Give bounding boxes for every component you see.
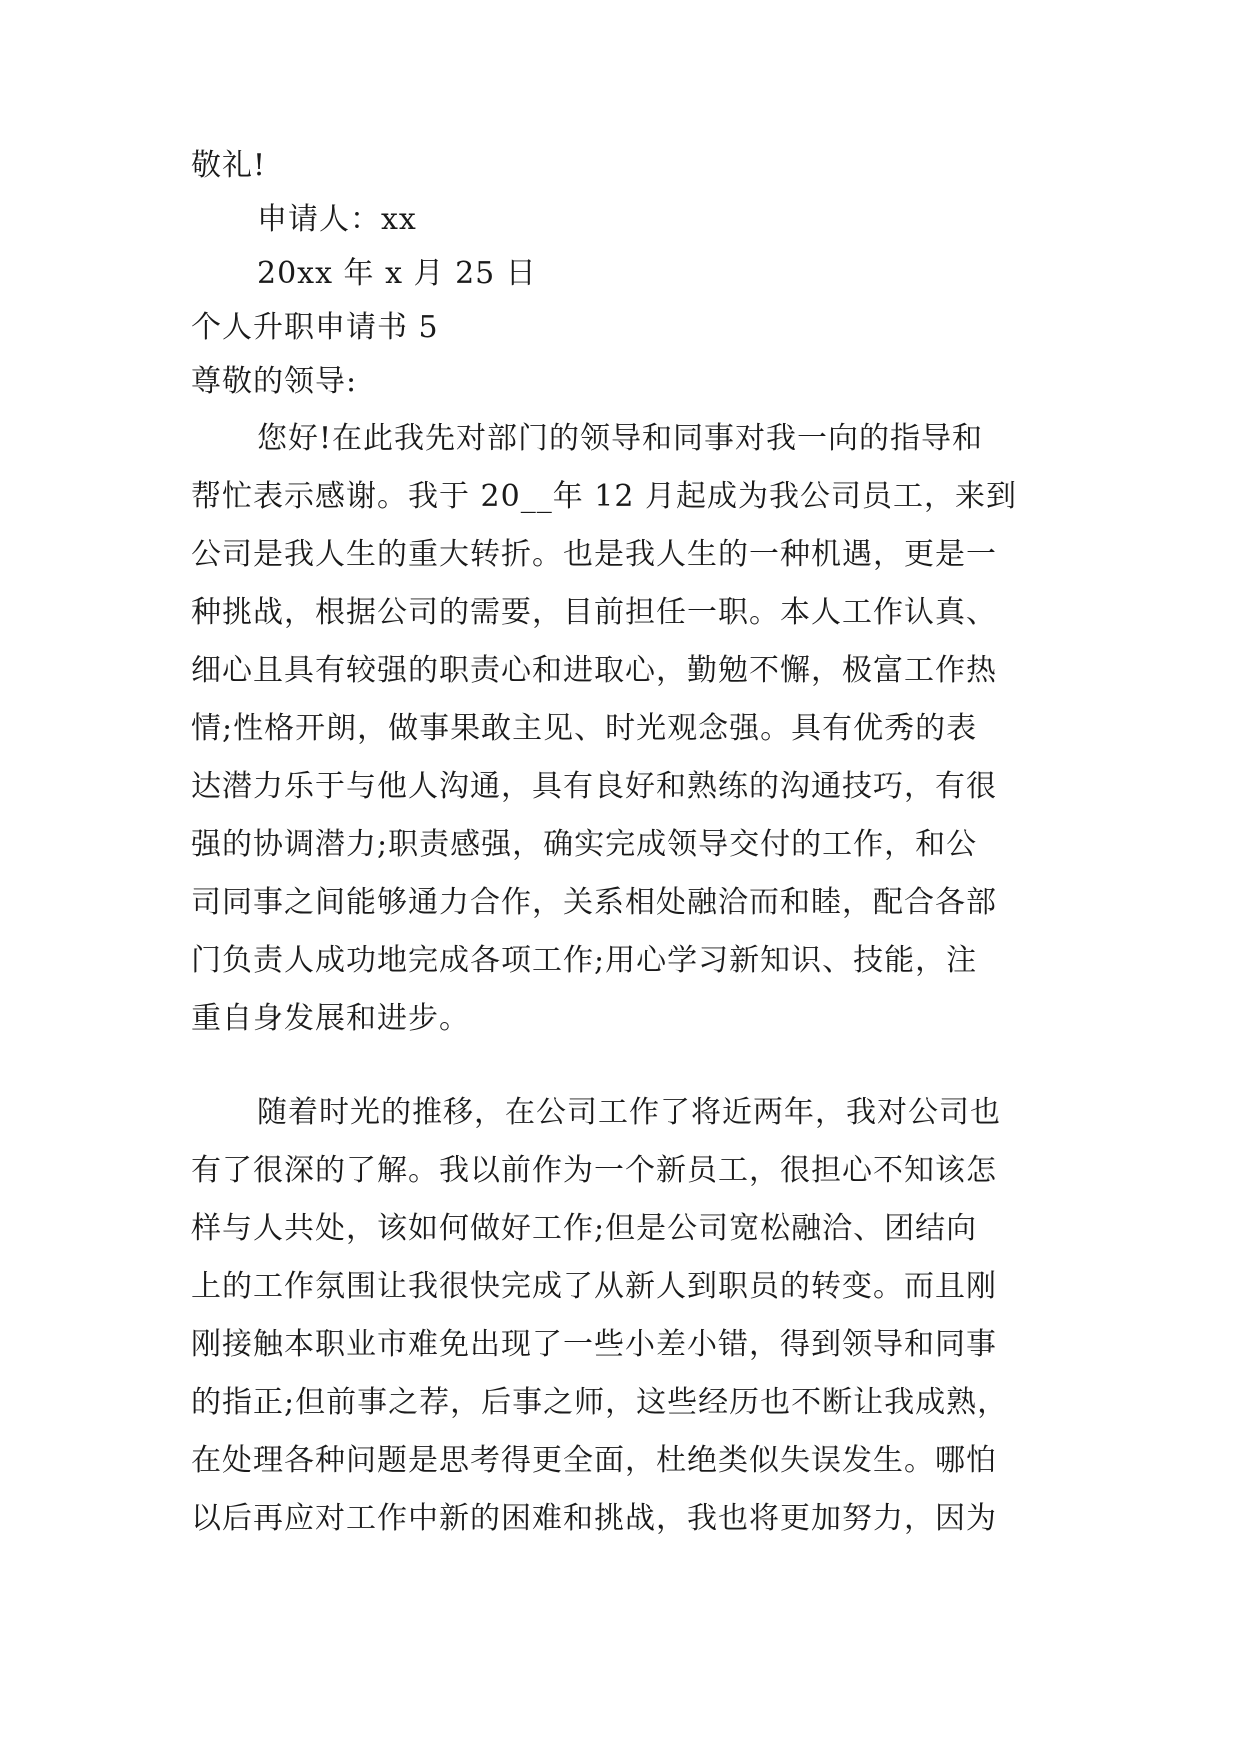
closing-text: 敬礼! (191, 148, 267, 183)
date-line: 20xx 年 x 月 25 日 (257, 256, 537, 291)
paragraph-line: 司同事之间能够通力合作，关系相处融洽而和睦，配合各部 (191, 885, 997, 920)
paragraph-line: 重自身发展和进步。 (191, 1001, 470, 1036)
paragraph-1 (191, 410, 1053, 1048)
paragraph-line: 种挑战，根据公司的需要，目前担任一职。本人工作认真、 (191, 595, 997, 630)
paragraph-line: 达潜力乐于与他人沟通，具有良好和熟练的沟通技巧，有很 (191, 769, 997, 804)
paragraph-line: 随着时光的推移，在公司工作了将近两年，我对公司也 (257, 1095, 1001, 1130)
paragraph-line: 帮忙表示感谢。我于 20__年 12 月起成为我公司员工，来到 (191, 479, 1017, 514)
salutation: 尊敬的领导: (191, 364, 358, 399)
paragraph-line: 以后再应对工作中新的困难和挑战，我也将更加努力，因为 (191, 1501, 997, 1536)
paragraph-line: 在处理各种问题是思考得更全面，杜绝类似失误发生。哪怕 (191, 1443, 997, 1478)
applicant-line: 申请人：xx (257, 202, 417, 237)
paragraph-line: 您好!在此我先对部门的领导和同事对我一向的指导和 (257, 421, 984, 456)
paragraph-line: 样与人共处，该如何做好工作;但是公司宽松融洽、团结向 (191, 1211, 978, 1246)
paragraph-line: 的指正;但前事之荐，后事之师，这些经历也不断让我成熟， (191, 1385, 1009, 1420)
section-title: 个人升职申请书 5 (191, 310, 439, 345)
paragraph-line: 上的工作氛围让我很快完成了从新人到职员的转变。而且刚 (191, 1269, 997, 1304)
paragraph-line: 门负责人成功地完成各项工作;用心学习新知识、技能，注 (191, 943, 978, 978)
paragraph-line: 公司是我人生的重大转折。也是我人生的一种机遇，更是一 (191, 537, 997, 572)
paragraph-line: 强的协调潜力;职责感强，确实完成领导交付的工作，和公 (191, 827, 978, 862)
paragraph-line: 刚接触本职业市难免出现了一些小差小错，得到领导和同事 (191, 1327, 997, 1362)
paragraph-line: 细心且具有较强的职责心和进取心，勤勉不懈，极富工作热 (191, 653, 997, 688)
paragraph-line: 有了很深的了解。我以前作为一个新员工，很担心不知该怎 (191, 1153, 997, 1188)
paragraph-2 (191, 1084, 1053, 1548)
paragraph-line: 情;性格开朗，做事果敢主见、时光观念强。具有优秀的表 (191, 711, 978, 746)
